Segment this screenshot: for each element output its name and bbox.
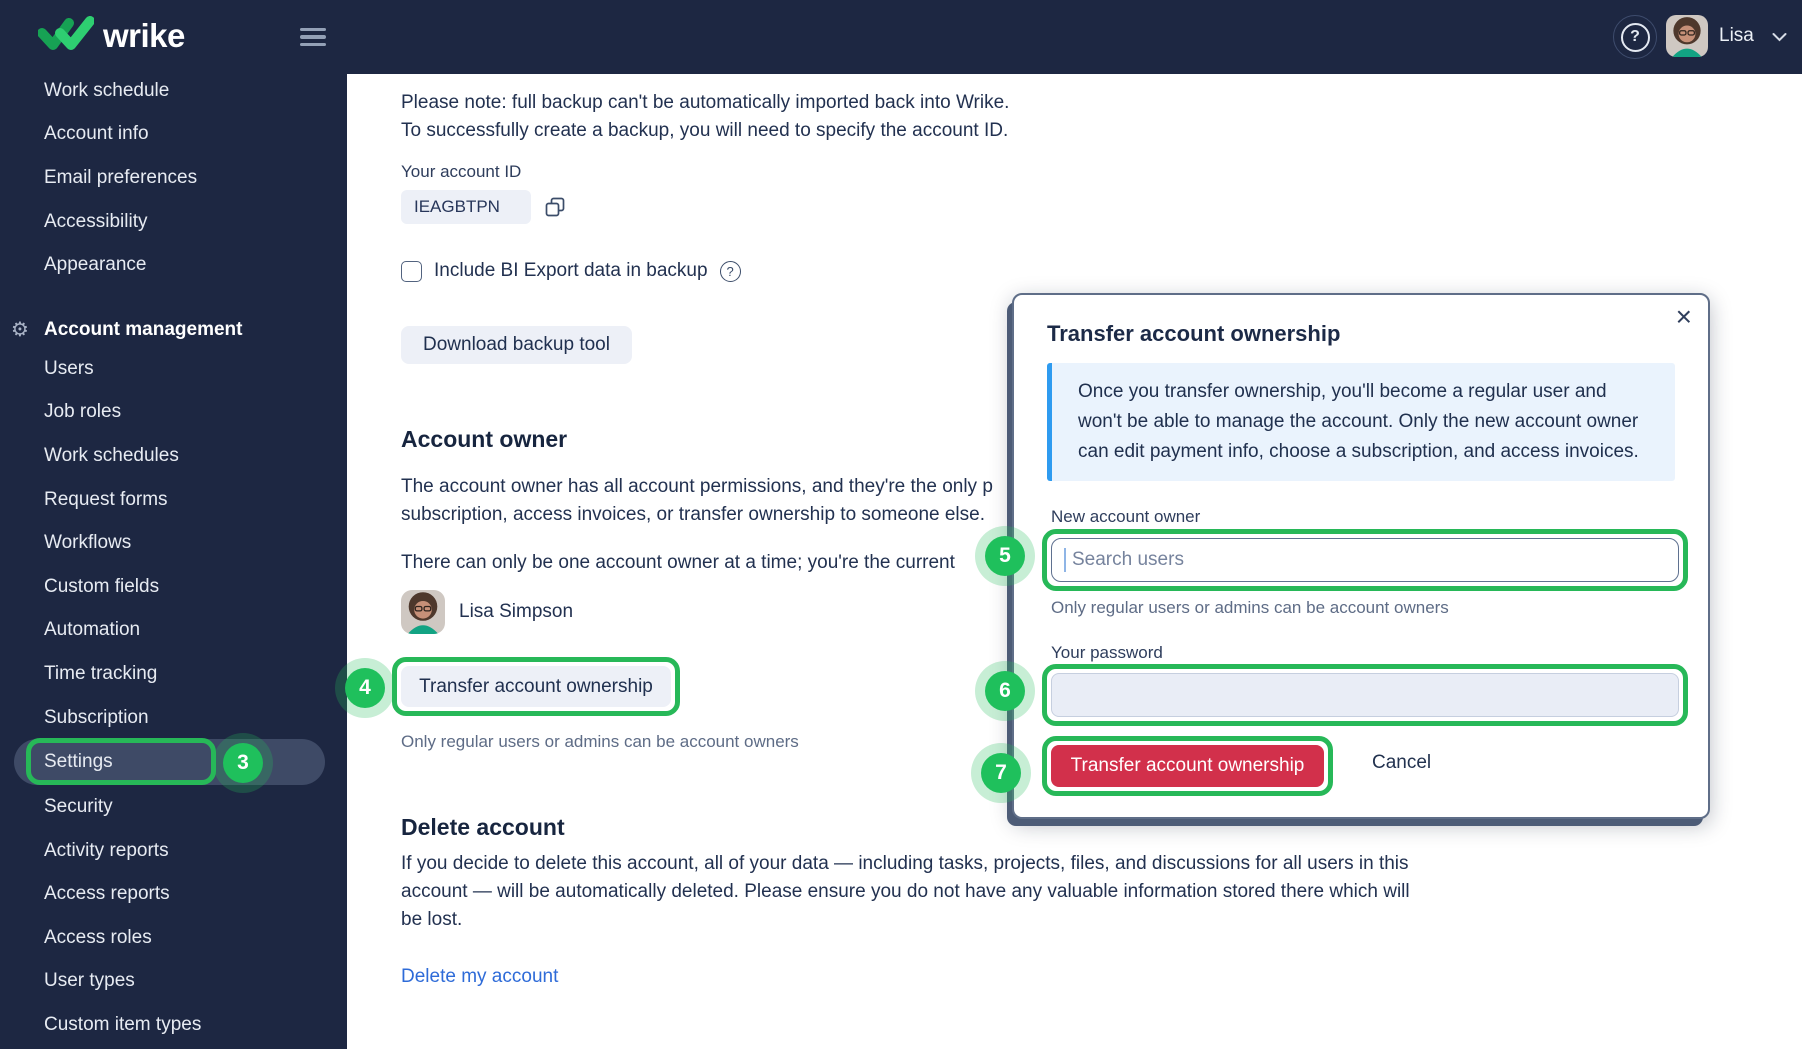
- backup-note-line1: Please note: full backup can't be automatically imported back into Wrike.: [401, 92, 1010, 113]
- close-icon[interactable]: ×: [1675, 301, 1692, 332]
- modal-info-text: Once you transfer ownership, you'll become a regular user and won't be able to manage the account. Only the new account owner can edit payment info, choose a subscription, and access invoices.: [1078, 381, 1639, 462]
- account-id-label: Your account ID: [401, 162, 522, 181]
- transfer-ownership-button-label: Transfer account ownership: [419, 675, 653, 697]
- chevron-down-icon[interactable]: [1772, 32, 1787, 42]
- delete-account-heading: Delete account: [401, 814, 565, 840]
- account-owner-line1: The account owner has all account permissions, and they're the only p: [401, 476, 993, 497]
- bi-export-label: Include BI Export data in backup: [434, 260, 708, 281]
- sidebar-item-accessibility[interactable]: Accessibility: [44, 210, 148, 232]
- sidebar-section-label: Account management: [44, 318, 243, 340]
- owner-hint: Only regular users or admins can be account owners: [401, 732, 799, 751]
- wrike-logo[interactable]: [38, 16, 185, 54]
- account-id-field: IEAGBTPN: [401, 190, 531, 224]
- top-bar: [0, 0, 1802, 74]
- avatar-image: [1666, 15, 1708, 57]
- owner-name: Lisa Simpson: [459, 601, 574, 622]
- sidebar-item-settings[interactable]: [14, 739, 325, 785]
- sidebar-item-subscription[interactable]: Subscription: [44, 706, 149, 728]
- confirm-transfer-button[interactable]: [1051, 745, 1324, 787]
- new-owner-label: New account owner: [1051, 507, 1201, 526]
- sidebar-item-work-schedules[interactable]: Work schedules: [44, 444, 179, 466]
- sidebar-item-appearance[interactable]: Appearance: [44, 254, 147, 276]
- account-owner-line3: There can only be one account owner at a time; you're the current: [401, 552, 955, 573]
- download-backup-button[interactable]: Download backup tool: [401, 326, 632, 364]
- sidebar-item-job-roles[interactable]: Job roles: [44, 401, 122, 423]
- user-avatar[interactable]: [1666, 15, 1708, 57]
- sidebar-item-users[interactable]: Users: [44, 357, 94, 379]
- account-owner-line2: subscription, access invoices, or transfer ownership to someone else.: [401, 504, 985, 525]
- help-button[interactable]: [1613, 15, 1657, 59]
- user-name[interactable]: Lisa: [1719, 25, 1754, 46]
- sidebar-item-custom-fields[interactable]: Custom fields: [44, 575, 160, 597]
- bi-export-help-icon[interactable]: ?: [720, 261, 741, 282]
- modal-title: Transfer account ownership: [1047, 321, 1341, 346]
- modal-owner-hint: Only regular users or admins can be account owners: [1051, 598, 1449, 617]
- delete-account-body: If you decide to delete this account, all of your data — including tasks, projects, files, and discussions for all users in this account — will be automatically deleted. Please ensure you do not have any valuable information stored there which will be lost.: [401, 853, 1410, 930]
- sidebar-item-email-preferences[interactable]: Email preferences: [44, 166, 198, 188]
- sidebar-top-group: [0, 69, 347, 287]
- sidebar-item-activity-reports[interactable]: Activity reports: [44, 839, 169, 861]
- step-badge-7: 7: [981, 753, 1021, 793]
- sidebar-item-label: Settings: [44, 751, 113, 773]
- sidebar-item-request-forms[interactable]: Request forms: [44, 488, 168, 510]
- transfer-ownership-button[interactable]: [401, 666, 671, 707]
- sidebar-management-group: [0, 347, 347, 1047]
- sidebar-item-custom-item-types[interactable]: Custom item types: [44, 1014, 202, 1036]
- modal-info-box: [1047, 363, 1675, 481]
- copy-icon[interactable]: [543, 195, 567, 219]
- bi-export-checkbox[interactable]: [401, 261, 422, 282]
- password-input[interactable]: [1051, 673, 1679, 717]
- transfer-ownership-modal: [1012, 293, 1710, 819]
- avatar-image: [401, 590, 445, 634]
- sidebar-item-account-info[interactable]: Account info: [44, 123, 149, 145]
- sidebar-item-workflows[interactable]: Workflows: [44, 532, 132, 554]
- question-icon: ?: [1621, 23, 1650, 52]
- sidebar-item-access-reports[interactable]: Access reports: [44, 883, 170, 905]
- backup-note-line2: To successfully create a backup, you will need to specify the account ID.: [401, 120, 1009, 141]
- owner-avatar: [401, 590, 445, 634]
- cancel-button[interactable]: Cancel: [1366, 751, 1437, 775]
- sidebar-section-account-management: [0, 308, 347, 352]
- search-users-input[interactable]: [1051, 538, 1679, 582]
- delete-account-link[interactable]: Delete my account: [401, 966, 559, 987]
- gear-icon: ⚙: [11, 318, 29, 341]
- wrike-logo-text: wrike: [103, 16, 185, 54]
- sidebar-item-access-roles[interactable]: Access roles: [44, 926, 152, 948]
- sidebar-item-work-schedule[interactable]: Work schedule: [44, 79, 170, 101]
- sidebar-item-security[interactable]: Security: [44, 796, 113, 818]
- step-badge-3: 3: [223, 743, 263, 783]
- bi-export-row: [401, 260, 741, 282]
- password-label: Your password: [1051, 643, 1163, 662]
- step-badge-5: 5: [985, 536, 1025, 576]
- password-wrap: [1051, 673, 1679, 717]
- confirm-transfer-label: Transfer account ownership: [1070, 755, 1305, 776]
- account-owner-heading: Account owner: [401, 426, 568, 452]
- sidebar-item-time-tracking[interactable]: Time tracking: [44, 662, 158, 684]
- sidebar-item-user-types[interactable]: User types: [44, 970, 135, 992]
- sidebar-item-automation[interactable]: Automation: [44, 619, 141, 641]
- settings-sidebar: [0, 74, 347, 1049]
- menu-hamburger-icon[interactable]: [300, 28, 326, 46]
- search-users-wrap: [1051, 538, 1679, 582]
- owner-row: [401, 590, 573, 634]
- wrike-logo-icon: [38, 16, 94, 54]
- step-badge-4: 4: [345, 668, 385, 708]
- step-badge-6: 6: [985, 671, 1025, 711]
